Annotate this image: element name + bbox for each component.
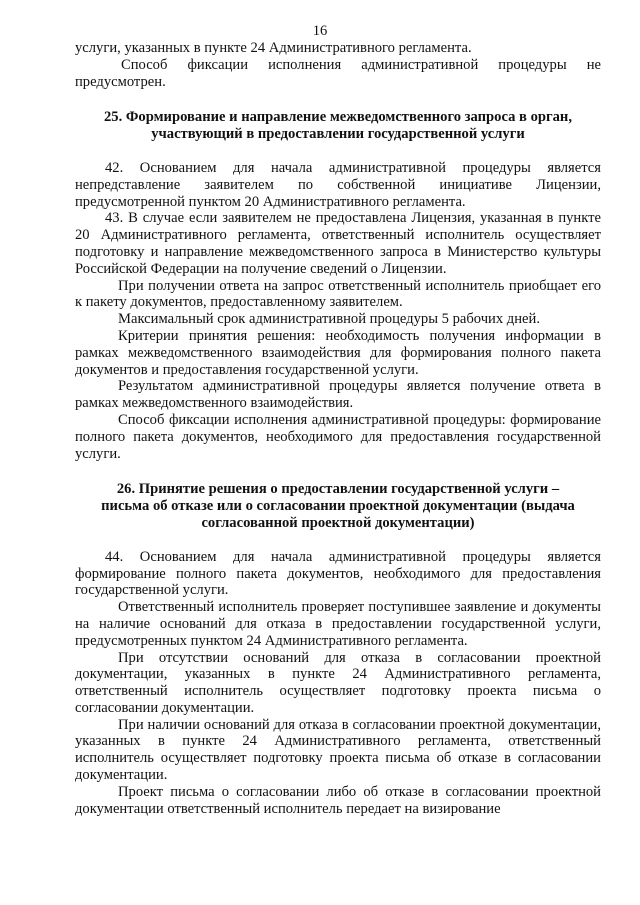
- paragraph-42: 42. Основанием для начала административной процедуры является непредставление заявителем по собственной инициативе Лицензии, предусмотренной пунктом 20 Административного регламента.: [75, 159, 601, 210]
- section-26-heading-line: 26. Принятие решения о предоставлении государственной услуги –: [116, 481, 560, 498]
- body-paragraph: При наличии оснований для отказа в согласовании проектной документации, указанных в пункте 24 Административного регламента, ответственный исполнитель осуществляет подготовку проекта письма об отказе в согласовании документации.: [75, 716, 601, 784]
- intro-paragraph: Способ фиксации исполнения административной процедуры не предусмотрен.: [75, 56, 601, 90]
- intro-paragraph: услуги, указанных в пункте 24 Административного регламента.: [75, 40, 472, 56]
- body-paragraph: Результатом административной процедуры является получение ответа в рамках межведомственного взаимодействия.: [75, 378, 601, 412]
- body-paragraph: При получении ответа на запрос ответственный исполнитель приобщает его к пакету документов, предоставленному заявителем.: [75, 277, 601, 311]
- body-paragraph: Способ фиксации исполнения административной процедуры: формирование полного пакета документов, необходимого для предоставления государственной услуги.: [75, 411, 601, 462]
- section-26-heading-line: письма об отказе или о согласовании проектной документации (выдача: [101, 498, 575, 515]
- body-paragraph: При отсутствии оснований для отказа в согласовании проектной документации, указанных в пункте 24 Административного регламента, ответственный исполнитель осуществляет подготовку проекта письма о согласовании документации.: [75, 649, 601, 716]
- section-25-heading-line: 25. Формирование и направление межведомственного запроса в орган,: [104, 109, 572, 126]
- page-body: [75, 40, 601, 817]
- body-paragraph: Ответственный исполнитель проверяет поступившее заявление и документы на наличие оснований для отказа в предоставлении государственной услуги, предусмотренных пунктом 24 Административного регламента.: [75, 599, 601, 649]
- section-26-heading-line: согласованной проектной документации): [201, 514, 475, 531]
- body-paragraph: Критерии принятия решения: необходимость получения информации в рамках межведомственного взаимодействия для формирования полного пакета документов и предоставления государственной услуги.: [75, 327, 601, 378]
- paragraph-43: 43. В случае если заявителем не предоставлена Лицензия, указанная в пункте 20 Административного регламента, ответственный исполнитель осуществляет подготовку и направление межведомственного запроса в Министерство культуры Российской Федерации на получение сведений о Лицензии.: [75, 210, 601, 277]
- body-paragraph: Максимальный срок административной процедуры 5 рабочих дней.: [118, 311, 540, 328]
- paragraph-44: 44. Основанием для начала административной процедуры является формирование полного пакета документов, необходимого для предоставления государственной услуги.: [75, 548, 601, 599]
- body-paragraph: Проект письма о согласовании либо об отказе в согласовании проектной документации ответственный исполнитель передает на визирование: [75, 783, 601, 817]
- page-number: 16: [312, 23, 328, 39]
- section-25-heading-line: участвующий в предоставлении государственной услуги: [151, 126, 525, 143]
